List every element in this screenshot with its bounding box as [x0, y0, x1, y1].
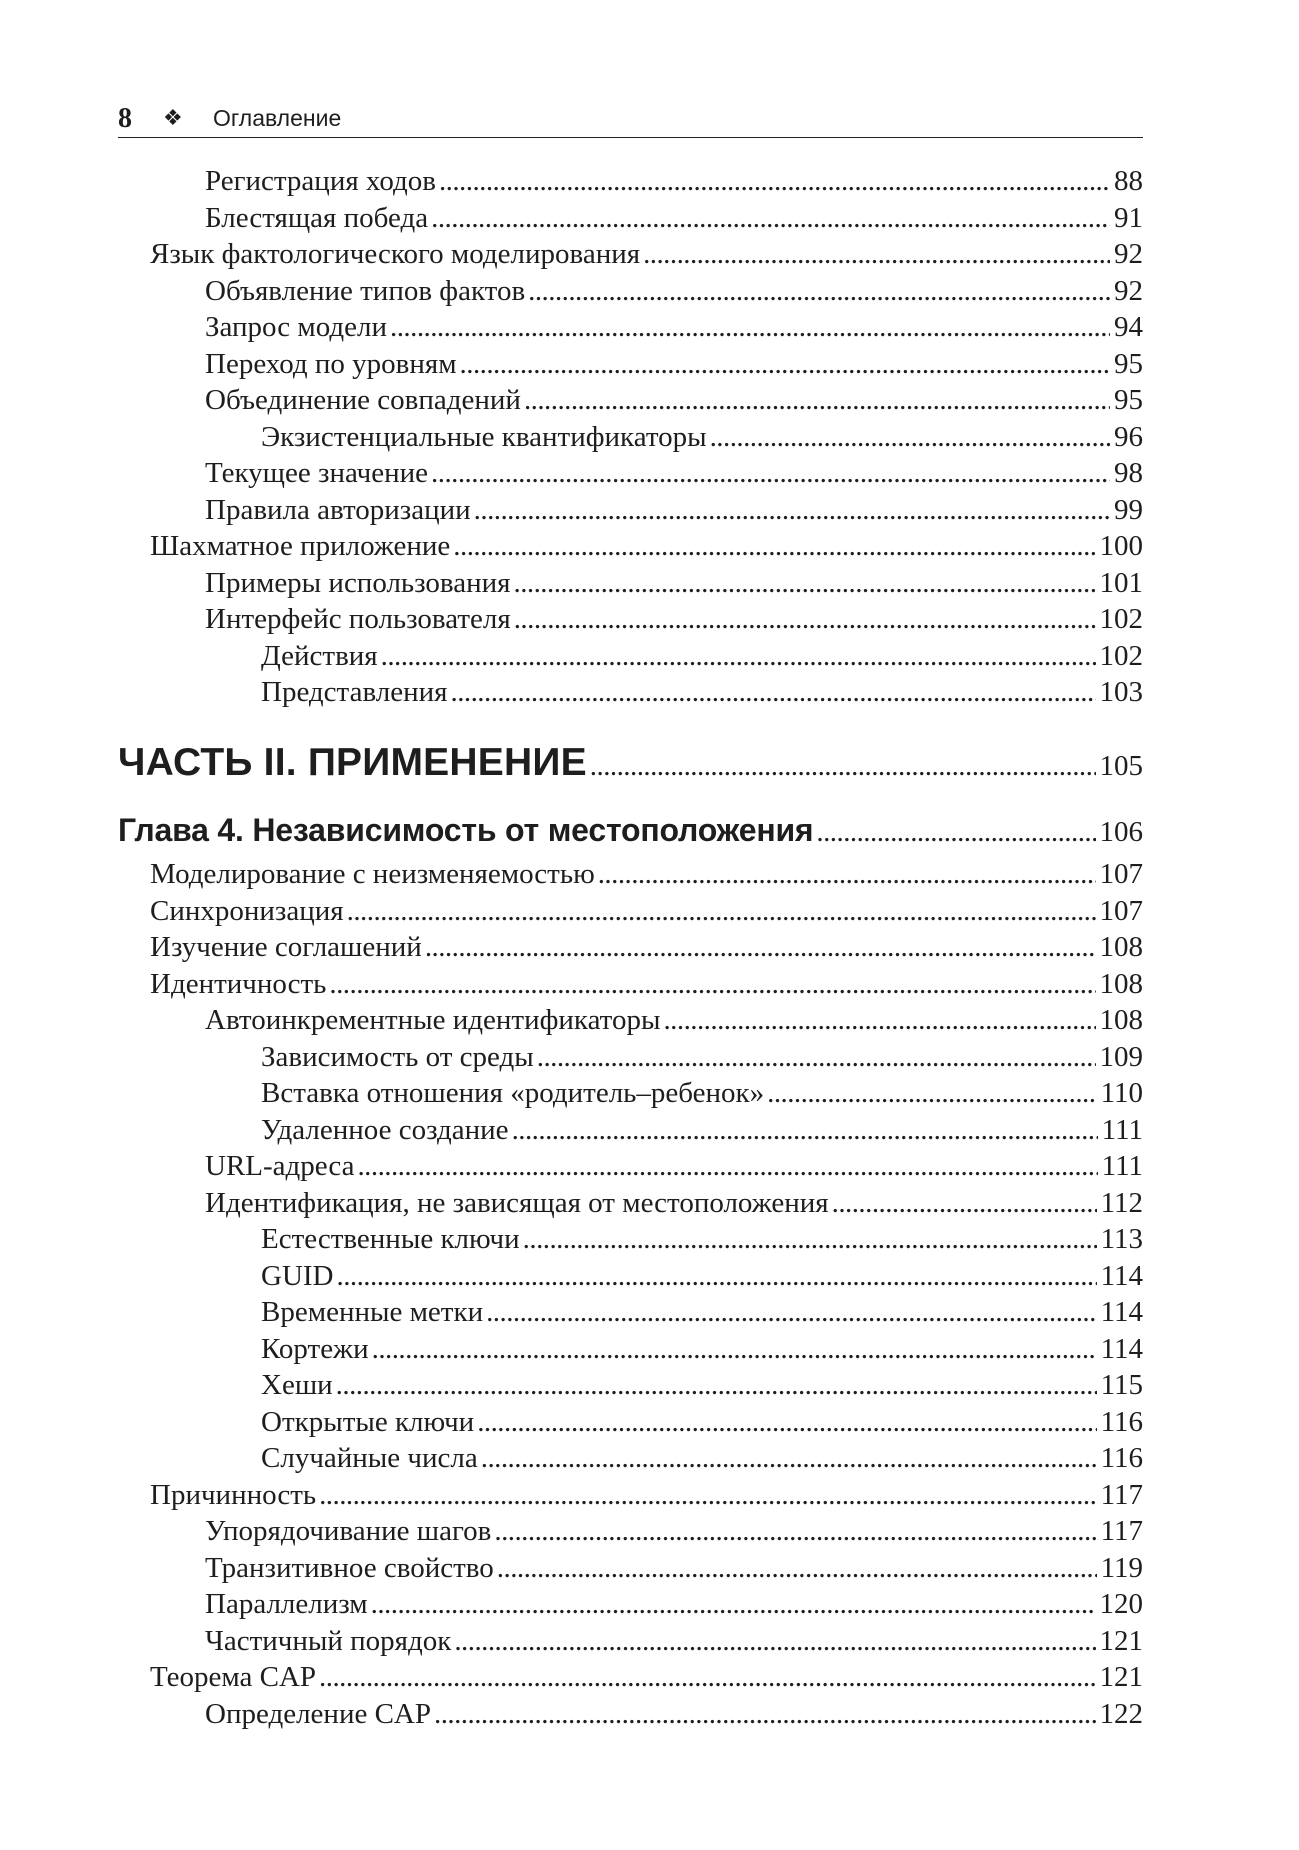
toc-entry-title: Определение CAP [205, 1697, 431, 1730]
toc-entry-title: Блестящая победа [205, 201, 429, 234]
dot-leader [494, 1513, 1096, 1550]
toc-entry [118, 1002, 1143, 1039]
toc-entry-title: Вставка отношения «родитель–ребенок» [261, 1077, 765, 1109]
toc-entry [118, 1258, 1143, 1295]
toc-entry [118, 1075, 1143, 1112]
diamond-ornament-icon: ❖ [163, 106, 183, 131]
toc-entry-title: Идентичность [150, 967, 327, 1000]
toc-entry [118, 1331, 1143, 1368]
toc-entry-title: Удаленное создание [261, 1113, 509, 1146]
toc-entry [118, 200, 1143, 237]
toc-entry-page: 108 [1099, 1004, 1143, 1036]
toc-entry-page: 121 [1099, 1624, 1143, 1657]
toc-entry-page: 120 [1099, 1588, 1143, 1620]
dot-leader [486, 1294, 1096, 1331]
toc-entry-title: Моделирование с неизменяемостью [150, 858, 595, 890]
toc-entry [118, 1185, 1143, 1222]
dot-leader [329, 966, 1095, 1003]
toc-entry-title: Случайные числа [261, 1442, 478, 1474]
toc-entry [118, 1623, 1143, 1660]
toc-entry-page: 115 [1100, 1369, 1143, 1401]
dot-leader [497, 1550, 1097, 1587]
dot-leader [439, 163, 1110, 200]
toc-entry-title: Изучение соглашений [150, 931, 422, 963]
toc-entry-page: 121 [1099, 1661, 1143, 1693]
toc-entry-page: 113 [1100, 1223, 1143, 1255]
toc-entry [118, 1367, 1143, 1404]
dot-leader [319, 1477, 1096, 1514]
toc-entry [118, 565, 1143, 602]
toc-entry [118, 346, 1143, 383]
toc-entry-title: Временные метки [261, 1296, 484, 1328]
toc-entry-page: 108 [1099, 967, 1143, 1000]
toc-entry-title: Параллелизм [205, 1588, 368, 1620]
toc-list-after [118, 856, 1143, 1732]
dot-leader [481, 1440, 1097, 1477]
running-header [118, 100, 1143, 138]
toc-entry-page: 102 [1099, 639, 1143, 672]
toc-entry-title: Действия [261, 639, 378, 672]
toc-entry-page: 102 [1099, 603, 1143, 635]
toc-entry-title: Интерфейс пользователя [205, 603, 511, 635]
toc-entry [118, 236, 1143, 273]
part-page: 105 [1099, 750, 1143, 782]
toc-entry-page: 108 [1099, 931, 1143, 963]
dot-leader [337, 1258, 1097, 1295]
dot-leader [336, 1367, 1097, 1404]
dot-leader [454, 1623, 1095, 1660]
toc-entry-page: 109 [1099, 1040, 1143, 1073]
toc-entry [118, 528, 1143, 565]
dot-leader [319, 1659, 1095, 1696]
toc-entry-page: 111 [1101, 1150, 1143, 1182]
dot-leader [598, 856, 1096, 893]
dot-leader [832, 1185, 1097, 1222]
dot-leader [431, 455, 1110, 492]
toc-entry-page: 112 [1100, 1186, 1143, 1219]
toc-entry-title: Частичный порядок [205, 1624, 452, 1657]
toc-entry-title: Кортежи [261, 1332, 369, 1365]
toc-entry-page: 101 [1099, 566, 1143, 599]
toc-entry-page: 95 [1114, 384, 1143, 416]
toc-entry [118, 1404, 1143, 1441]
toc-entry-title: Синхронизация [150, 894, 344, 927]
chapter-page: 106 [1099, 816, 1143, 848]
toc-entry [118, 382, 1143, 419]
dot-leader [512, 1112, 1098, 1149]
toc-entry-title: Объединение совпадений [205, 384, 521, 416]
toc-entry [118, 1550, 1143, 1587]
toc-entry [118, 273, 1143, 310]
dot-leader [767, 1075, 1096, 1112]
toc-list-before [118, 163, 1143, 711]
toc-entry-title: Регистрация ходов [205, 165, 436, 197]
dot-leader [477, 1404, 1096, 1441]
chapter-title: Глава 4. Независимость от местоположения [118, 812, 814, 848]
dot-leader [474, 492, 1110, 529]
dot-leader [434, 1696, 1096, 1733]
dot-leader [523, 1221, 1097, 1258]
toc-entry-page: 99 [1114, 493, 1143, 526]
toc-entry [118, 1039, 1143, 1076]
toc-entry-page: 107 [1099, 894, 1143, 927]
dot-leader [524, 382, 1110, 419]
dot-leader [453, 528, 1095, 565]
page-number: 8 [118, 103, 132, 134]
dot-leader [371, 1586, 1096, 1623]
toc-entry-title: Причинность [150, 1478, 317, 1511]
dot-leader [537, 1039, 1096, 1076]
toc-entry [118, 1659, 1143, 1696]
toc-entry [118, 163, 1143, 200]
toc-entry-title: Зависимость от среды [261, 1040, 534, 1073]
toc-entry-page: 114 [1100, 1259, 1143, 1292]
dot-leader [425, 929, 1096, 966]
toc-entry [118, 929, 1143, 966]
toc-entry [118, 966, 1143, 1003]
toc-entry-title: Переход по уровням [205, 347, 457, 380]
toc-entry-page: 114 [1100, 1296, 1143, 1328]
dot-leader [381, 638, 1096, 675]
toc-entry-page: 119 [1100, 1551, 1143, 1584]
toc-entry-title: Упорядочивание шагов [205, 1515, 492, 1547]
toc-entry-page: 103 [1099, 676, 1143, 708]
dot-leader [590, 748, 1096, 785]
dot-leader [372, 1331, 1097, 1368]
dot-leader [643, 236, 1110, 273]
toc-entry-title: Примеры использования [205, 566, 511, 599]
chapter-heading [118, 812, 1143, 851]
toc-entry-page: 98 [1114, 457, 1143, 489]
toc-entry-title: Правила авторизации [205, 493, 471, 526]
toc-entry-page: 88 [1114, 165, 1143, 197]
toc-entry-page: 96 [1114, 420, 1143, 453]
toc-entry [118, 674, 1143, 711]
toc-entry [118, 455, 1143, 492]
toc-entry-title: Текущее значение [205, 457, 429, 489]
toc-entry [118, 1477, 1143, 1514]
toc-entry-title: Открытые ключи [261, 1405, 475, 1438]
toc-entry-page: 94 [1114, 311, 1143, 343]
toc-entry [118, 419, 1143, 456]
toc-entry-title: Естественные ключи [261, 1223, 520, 1255]
dot-leader [451, 674, 1096, 711]
toc-entry [118, 1513, 1143, 1550]
toc-entry-page: 111 [1101, 1113, 1143, 1146]
running-title: Оглавление [213, 105, 342, 131]
dot-leader [710, 419, 1110, 456]
toc-entry [118, 601, 1143, 638]
toc-entry-page: 92 [1114, 274, 1143, 307]
toc-entry-title: Язык фактологического моделирования [150, 238, 641, 270]
toc-entry-title: URL-адреса [205, 1150, 355, 1182]
toc-entry-title: Экзистенциальные квантификаторы [261, 420, 707, 453]
toc-entry-page: 116 [1100, 1405, 1143, 1438]
toc-entry [118, 856, 1143, 893]
toc-entry [118, 1586, 1143, 1623]
toc-entry-title: Теорема CAP [150, 1661, 317, 1693]
toc-entry [118, 492, 1143, 529]
toc-entry-title: Автоинкрементные идентификаторы [205, 1004, 661, 1036]
dot-leader [514, 565, 1096, 602]
dot-leader [390, 309, 1110, 346]
dot-leader [514, 601, 1096, 638]
toc-entry-page: 114 [1100, 1332, 1143, 1365]
dot-leader [357, 1148, 1097, 1185]
toc-entry-title: Представления [261, 676, 448, 708]
toc-entry [118, 309, 1143, 346]
toc-entry-page: 116 [1100, 1442, 1143, 1474]
toc-entry-title: Шахматное приложение [150, 530, 451, 562]
toc-entry [118, 1221, 1143, 1258]
dot-leader [663, 1002, 1095, 1039]
toc-entry [118, 1112, 1143, 1149]
part-title: ЧАСТЬ II. ПРИМЕНЕНИЕ [118, 741, 587, 784]
dot-leader [816, 814, 1095, 851]
toc-entry [118, 893, 1143, 930]
toc-entry-title: Запрос модели [205, 311, 388, 343]
toc-entry-title: Хеши [261, 1369, 333, 1401]
toc-entry [118, 1696, 1143, 1733]
toc-entry-page: 107 [1099, 858, 1143, 890]
dot-leader [528, 273, 1110, 310]
dot-leader [460, 346, 1110, 383]
toc-entry-page: 91 [1114, 201, 1143, 234]
toc-entry [118, 638, 1143, 675]
toc-entry-page: 100 [1099, 530, 1143, 562]
toc-entry-title: Идентификация, не зависящая от местоположения [205, 1186, 829, 1219]
part-heading [118, 741, 1143, 785]
toc-entry [118, 1294, 1143, 1331]
toc-entry-page: 117 [1100, 1515, 1143, 1547]
dot-leader [431, 200, 1110, 237]
toc-entry-title: GUID [261, 1259, 334, 1292]
toc-entry-page: 122 [1099, 1697, 1143, 1730]
toc-entry-page: 117 [1100, 1478, 1143, 1511]
toc-entry-title: Объявление типов фактов [205, 274, 526, 307]
toc-entry-page: 92 [1114, 238, 1143, 270]
toc-entry [118, 1148, 1143, 1185]
toc-entry [118, 1440, 1143, 1477]
toc-entry-page: 110 [1100, 1077, 1143, 1109]
toc-entry-title: Транзитивное свойство [205, 1551, 494, 1584]
dot-leader [347, 893, 1096, 930]
toc-entry-page: 95 [1114, 347, 1143, 380]
